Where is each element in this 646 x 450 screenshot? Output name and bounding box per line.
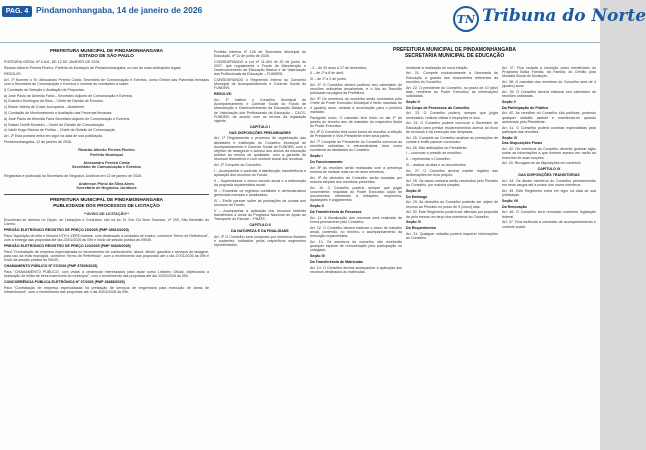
signature-block-2: Alessandro Pereira Costa Secretário de Comunicação e Eventos — [71, 160, 141, 170]
education-section-title: PREFEITURA MUNICIPAL DE PINDAMONHANGABA SECRETARIA MUNICIPAL DE EDUCAÇÃO — [393, 47, 516, 59]
divider — [4, 194, 209, 195]
section1-body: PORTARIA GERAL Nº 5.841, DE 12 DE JANEIRO DE 2026. Ricardo Alberto Pereira Piorino, Prefeito do Município de Pindamonhangaba, no uso de suas atribuições legais, RESOLVE: Art. 1º Nomear o Sr. Alessandro Pereira Costa, Secretário de Comunicação e Eventos, como Gestor das Parcerias firmadas com a Secretaria de Comunicação e Eventos e nomear as comissões a saber: I) Comissão de Seleção e Avaliação de Propostas: a) José Paulo de Almeida Faria – Secretário Adjunto de Comunicação e Eventos b) Evandro Domingos da Silva – Chefe de Divisão de Eventos c) Eliane Valéria de Costa Juncqueira – Assistente II) Comissão de Monitoramento e Avaliação das Parcerias firmadas: a) José Paulo de Almeida Faria Secretário Adjunto de Comunicação e Eventos b) Rafael Chieffi Monteiro – Chefe de Divisão de Comunicação c) Valdir Hugo Ramos de Freitas – Chefe de Divisão de Comunicação Art. 2º Esta portaria entra em vigor na data de sua publicação. Pindamonhangaba, 12 de janeiro de 2026. — [4, 60, 209, 144]
signature-block-1: Ricardo Alberto Pereira Piorino Prefeito Municipal — [78, 148, 135, 157]
city-date: Pindamonhangaba, 14 de janeiro de 2026 — [36, 5, 203, 15]
signature-block-3: Anderson Plínio da Silva Alves Secretário de Negócios Jurídicos — [76, 182, 137, 191]
page-header — [0, 0, 646, 43]
section2-title: PREFEITURA MUNICIPAL DE PINDAMONHANGABA PUBLICIDADE DOS PROCESSOS DE LICITAÇÃO — [50, 197, 163, 208]
column-2: Prefeita Interina nº 126 de Secretaria Municipal de Educação, nº 11 de junho de 2026. CONSIDERANDO a Lei nº 11.494 de 20 de junho de 2007, que regulamenta o Fundo de Manutenção e Desenvolvimento da Educação Básica e de Valorização dos Profissionais da Educação – FUNDEB; CONSIDERANDO o Regimento Interno do Conselho Municipal de Acompanhamento e Controle Social do FUNDEB; RESOLVE: Art. 1º Instituir o Conselho Municipal de Acompanhamento e Controle Social do Fundo de Manutenção e Desenvolvimento da Educação Básica e de Valorização dos Profissionais da Educação – CACS-FUNDEB, de acordo com os termos da legislação vigente. CAPÍTULO I DAS DISPOSIÇÕES PRELIMINARES Art. 1º Regulamenta o processo de organização das atividades e instituição do Conselho Municipal de Acompanhamento e Controle Social do FUNDEB, com o objetivo de assegurar o acesso dos alunos da educação pública ao ensino de qualidade, com a garantia de recursos financeiros e com controle social dos recursos. Art. 2º Compete ao Conselho: I – Acompanhar e controlar a distribuição, transferência e aplicação dos recursos do Fundo; II – Supervisionar o censo escolar anual e a elaboração da proposta orçamentária anual; III – Examinar os registros contábeis e demonstrativos gerenciais mensais e atualizados; IV – Emitir parecer sobre as prestações de contas dos recursos do Fundo; V – Acompanhar a aplicação dos recursos federais transferidos à conta do Programa Nacional de Apoio ao Transporte do Escolar – PNATE; CAPÍTULO II DA NATUREZA E DA FINALIDADE Art. 3º O Conselho será composto por membros titulares e suplentes, indicados pelos respectivos segmentos representados. — [214, 49, 306, 248]
notice-heading: **AVISO DE LICITAÇÃO** — [83, 212, 130, 217]
logo-mark-icon — [452, 5, 480, 33]
newspaper-logo — [452, 0, 646, 40]
column-3: - 2 – de 20 anos a 27 de dezembro; II – de 1º a 8 de abril; III – de 1º a 2 de junho. Art. 4º O Conselho deverá publicar seu calendário de reuniões ordinárias anualmente, e o Ata da Reunião publicada na página da Prefeitura. Art. 5º Os membros do conselho serão nomeados pelo Chefe do Poder Executivo Municipal e terão mandato de 4 (quatro) anos, vedada a recondução para o próximo mandato. Parágrafo único. O mandato terá início no dia 1º de janeiro do terceiro ano de mandato do respectivo titular do Poder Executivo. Art. 6º O Conselho terá como forma de escolha, a eleição de Presidente e Vice-Presidente entre seus pares. Art. 7º Compete ao Presidente do Conselho convocar as reuniões ordinárias e extraordinárias, bem como coordenar as atividades do Conselho. Seção I Do Funcionamento Art. 8º As reuniões serão realizadas com a presença mínima de metade mais um de seus membros. Art. 9º As decisões do Conselho serão tomadas por maioria simples dos membros presentes. Art. 10. O Conselho poderá, sempre que julgar conveniente, requisitar ao Poder Executivo cópia de documentos referentes a licitações, empenhos, liquidações e pagamentos. Seção II Da Transferência de Recursos Art. 11. A fiscalização dos recursos será realizada de forma permanente pelo Conselho. Art. 12. O Conselho deverá elaborar o plano de trabalho anual, contendo, no mínimo, o acompanhamento da execução orçamentária. Art. 13. Os membros do conselho não receberão qualquer espécie de remuneração pela participação no colegiado. Seção III Da Transferência de Matrículas Art. 14. O Conselho deverá acompanhar a aplicação dos recursos destinados às matrículas. — [310, 65, 402, 274]
svg-text:TN: TN — [456, 13, 476, 26]
page-badge: PAG. 4 — [2, 6, 32, 17]
section2-body: Encontram-se abertos no Depto. de Licitações e Contratos, sito na Av. N. Sra. Do Bom Sucesso, nº 299, São Benedito do Carmo. PREGÃO ELETRÔNICO REGISTRO DE PREÇO 19/2025 (PMP 39913/2025) Para "Aquisição de leite e fórmula UTH e ZERO lactose, com destinação a unidades de ensino, conforme Termo de Referência", com a entrega das propostas até dia 23/01/2026 às 09h e início da sessão pública às 09h30. PREGÃO ELETRÔNICO REGISTRO DE PREÇO 120/2025 (PMP 36845/2025) Para "Contratação de empresa especializada no fornecimento de combustíveis: álcool, diesel, gasolina e serviços de lavagem, para uso da frota municipal, conforme Termo de Referência", com o recebimento das propostas até o dia 27/01/2026 às 09h e início da sessão pública às 09h30. CHAMAMENTO PÚBLICO Nº 07/2026 (PMP 37529/2025) Para "CHAMAMENTO PÚBLICO, com vistas a credenciar interessados para atuar como Leiloeiro Oficial, objetivando a realização de leilão de bens inservíveis do município", com o recebimento das propostas até dia 12/02/2026 às 09h. CONCORRÊNCIA PÚBLICA ELETRÔNICA Nº 07/2026 (PMP 28485/2025) Para "Contratação de empresa especializada na prestação de serviços de engenharia para execução de obras de infraestrutura", com o recebimento das propostas até o dia 30/01/2026 às 09h. — [4, 218, 209, 294]
logo-text: Tribuna do Norte — [482, 6, 646, 26]
column-5: Art. 37. Fica vedada a inscrição como beneficiário do Programa Bolsa Família, da Família, do Crédito para Moradia Social do Município. Art. 38. O mandato dos membros do Conselho será de 4 (quatro) anos. Art. 39. O Conselho deverá elaborar seu calendário de reuniões ordinárias. Seção V Da Participação do Público Art. 40. As reuniões do Conselho são públicas, podendo qualquer cidadão assistir e manifestar-se quando autorizado pelo Presidente. Art. 41. O Conselho poderá convidar especialistas para participar das reuniões. Seção VI Das Disposições Finais Art. 42. Os membros do Conselho deverão guardar sigilo sobre as informações a que tiverem acesso em razão do exercício de suas funções. Art. 43. Revogam-se as disposições em contrário. CAPÍTULO IX DAS DISPOSIÇÕES TRANSITÓRIAS Art. 44. Os atuais membros do Conselho permanecerão em seus cargos até a posse dos novos membros. Art. 45. Este Regimento entra em vigor na data de sua publicação. Seção VII Da Renovação Art. 46. O Conselho será renovado conforme legislação federal. Art. 47. Fica instituída a comissão de acompanhamento e controle social. — [502, 65, 596, 229]
column-1 — [4, 48, 209, 448]
section1-title: PREFEITURA MUNICIPAL DE PINDAMONHANGABA ESTADO DE SÃO PAULO — [50, 48, 163, 59]
column-4: mediante a realização de nova eleição. Art. 21. Compete exclusivamente à Secretaria de Educação a guarda dos documentos referentes às reuniões do Conselho. Art. 22. O presidente do Conselho, no prazo de 10 (dez) dias, remeterá ao Poder Executivo as informações solicitadas. Seção II Do Corpo de Processos do Conselho Art. 23. O Conselho poderá, sempre que julgar necessário, realizar visitas e inspeções in loco. Art. 24. O Conselho poderá convocar o Secretário de Educação para prestar esclarecimentos acerca do fluxo de recursos e da execução das despesas. Art. 25. Compete ao Conselho analisar as prestações de contas e emitir parecer conclusivo. Art. 26. São atribuições do Presidente: I – convocar e presidir as reuniões; II – representar o Conselho; III – assinar as atas e os documentos. Art. 27. O Conselho deverá manter registro das deliberações em livro próprio. Art. 28. Os casos omissos serão resolvidos pelo Plenário do Conselho, por maioria simples. Seção III Do Embargo Art. 29. As decisões do Conselho poderão ser objeto de recurso ao Plenário no prazo de 5 (cinco) dias. Art. 30. Este Regimento poderá ser alterado por proposta de pelo menos um terço dos membros do Conselho. Seção IV Do Requerimento Art. 31. Qualquer cidadão poderá requerer informações ao Conselho. — [406, 65, 498, 241]
registry-note: Registrada e publicada na Secretaria de Negócios Jurídicos em 12 de janeiro de 2026. — [4, 173, 143, 178]
